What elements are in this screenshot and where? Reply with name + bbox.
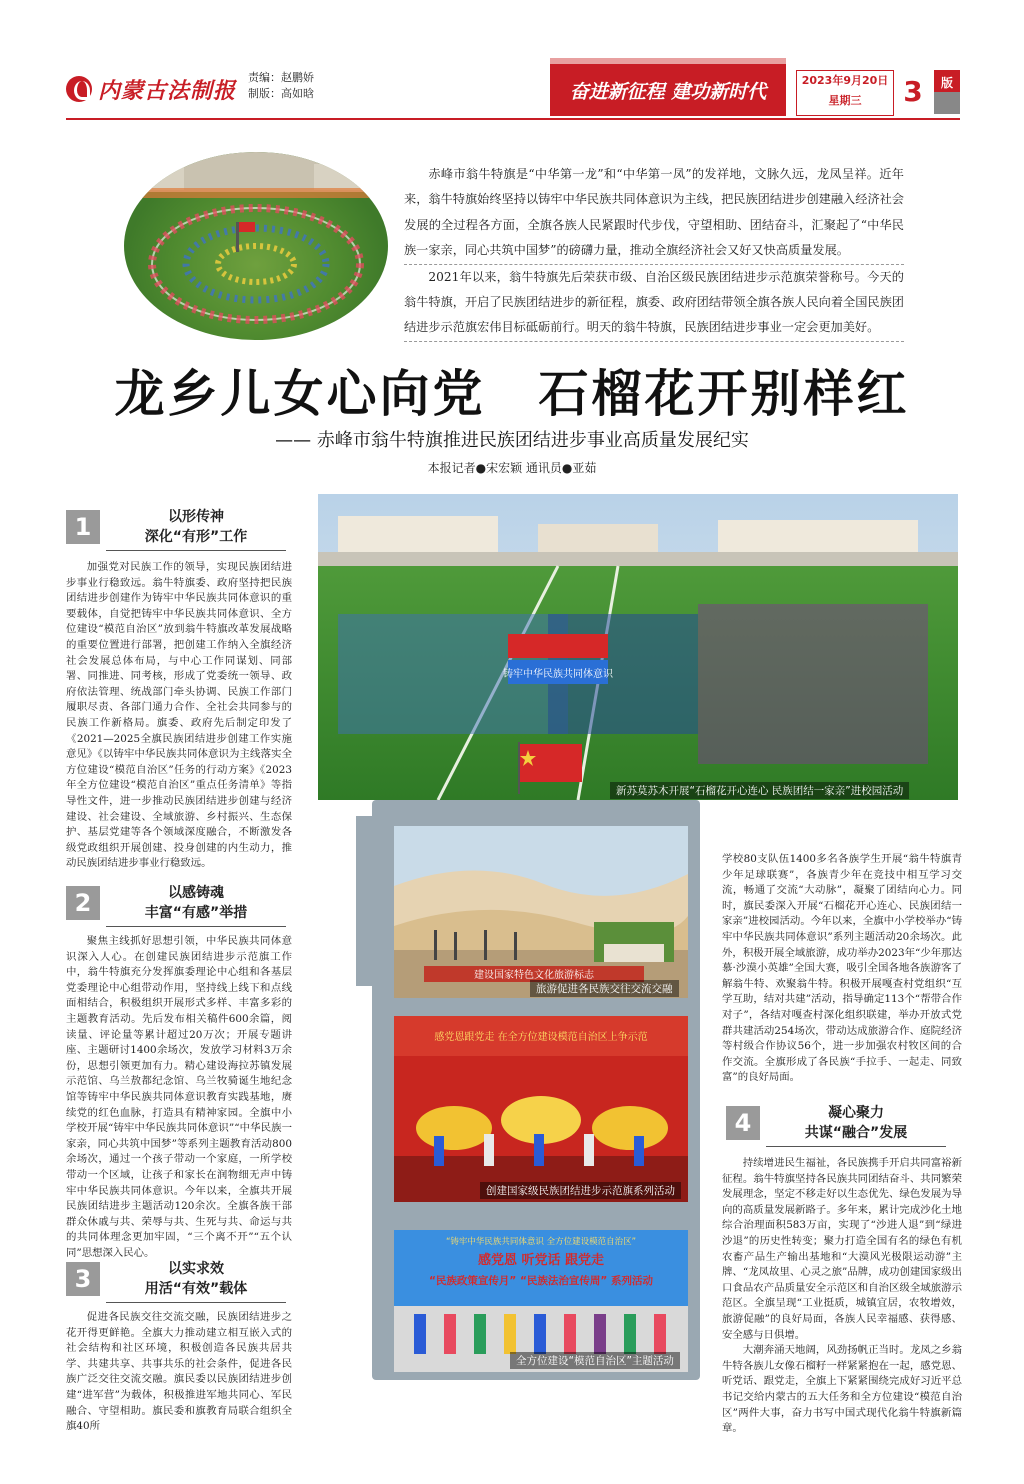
page-label: 版 xyxy=(934,70,960,114)
body-paragraph: 持续增进民生福祉，各民族携手开启共同富裕新征程。翁牛特旗坚持各民族共同团结奋斗、共同繁荣发展理念，坚定不移走好以生态优先、绿色发展为导向的高质量发展新路子。多年来，累计完成沙化土地综合治理面积583万亩，实现了“沙进人退”到“绿进沙退”的历史性转变；聚力打造全国有名的绿色有机农畜产品生产输出基地和“大漠风光极限运动游”主牌、“龙凤故里、心灵之旅”品牌，成功创建国家级出口食品农产品质量安全示范区和自治区级全域旅游示范区。全旗呈现“工业挺质，城镇宜居，农牧增效，旅游促融”的良好局面，各族人民幸福感、获得感、安全感与日俱增。 xyxy=(722,1157,962,1341)
body-paragraph: 加强党对民族工作的领导，实现民族团结进步事业行稳致远。翁牛特旗委、政府坚持把民族团结进步创建作为铸牢中华民族共同体意识的重要载体，自觉把铸牢中华民族共同体意识、全方位建设“模范自治区”放到翁牛特旗改革发展战略的重要位置进行部署，把创建工作纳入全旗经济社会发展总体布局，与中心工作同谋划、同部署、同推进、同考核，形成了党委统一领导、政府依法管理、统战部门牵头协调、民族工作部门履职尽责、各部门通力合作、全社会共同参与的民族工作新格局。旗委、政府先后制定印发了《2021—2025全旗民族团结进步创建工作实施意见》《以铸牢中华民族共同体意识为主线落实全方位建设“模范自治区”任务的行动方案》《2023年全方位建设“模范自治区”重点任务清单》等指导性文件，进一步推动民族团结进步创建与经济建设、社会建设、全域旅游、乡村振兴、生态保护、基层党建等各个领域深度融合，不断激发各级党政组织开展创建、投身创建的内生动力，推动民族团结进步事业行稳致远。 xyxy=(66,561,292,870)
date-box xyxy=(796,70,894,116)
byline: 本报记者●宋宏颖 通讯员●亚茹 xyxy=(427,461,597,475)
section-number: 3 xyxy=(66,1262,100,1296)
section-subtitle: 丰富“有感”举措 xyxy=(144,905,248,921)
logo-text: 内蒙古法制报 xyxy=(98,77,237,104)
producer-label: 制版：高如晗 xyxy=(248,87,314,100)
section-subtitle: 用活“有效”载体 xyxy=(144,1281,248,1297)
circle-formation-photo xyxy=(124,152,388,340)
issue-weekday: 星期三 xyxy=(828,94,862,107)
section-number: 1 xyxy=(66,510,100,544)
body-paragraph: 促进各民族交往交流交融，民族团结进步之花开得更鲜艳。全旗大力推动建立相互嵌入式的社会结构和社区环境，积极创造各民族共居共学、共建共享、共事共乐的社会条件，促进各民族广泛交往交流交融。旗民委以民族团结进步创建“进军营”为载体，积极推进军地共同心、军民融合、守望相助。旗民委和旗教育局联合组织全旗40所 xyxy=(66,1311,292,1433)
section-1-head xyxy=(66,510,306,564)
newspaper-logo xyxy=(66,72,236,106)
event-photo xyxy=(394,1230,688,1372)
stage-photo xyxy=(394,1016,688,1202)
body-paragraph: 学校80支队伍1400多名各族学生开展“翁牛特旗青少年足球联赛”，各族青少年在竞技中相互学习交流，畅通了交流“大动脉”，凝聚了团结向心力。同时，旗民委深入开展“石榴花开心连心、民族团结一家亲”进校园活动。今年以来，全旗中小学校举办“铸牢中华民族共同体意识”系列主题活动20余场次。此外，积极开展全域旅游，成功举办2023年“少年那达慕·沙漠小英雄”全国大赛，吸引全国各地各族游客了解翁牛特、欢聚翁牛特。积极开展嘎查村党组织“互学互助，结对共建”活动，指导确定113个“帮带合作对子”，各结对嘎查村深化组织联建，举办开放式党群共建活动254场次，带动达成旅游合作、庭院经济等村级合作协议56个，进一步加强农村牧区间的合作交流。全旗形成了各民族“手拉手、一起走、同致富”的良好局面。 xyxy=(722,853,962,1084)
body-paragraph: 大潮奔涌天地阔，风劲扬帆正当时。龙凤之乡翁牛特各族儿女像石榴籽一样紧紧抱在一起，感党恩、听党话、跟党走，全旗上下紧紧围绕完成好习近平总书记交给内蒙古的五大任务和全方位建设“模范自治区”两件大事，奋力书写中国式现代化翁牛特旗新篇章。 xyxy=(722,1344,962,1435)
section-3-head xyxy=(66,1262,306,1316)
page-label-shade xyxy=(934,92,960,114)
logo-icon xyxy=(66,76,92,102)
body-paragraph: 聚焦主线抓好思想引领，中华民族共同体意识深入人心。在创建民族团结进步示范旗工作中，翁牛特旗充分发挥旗委理论中心组和各基层党委理论中心组带动作用，坚持线上线下和点线面相结合，积极组织开展形式多样、丰富多彩的主题教育活动。先后发布相关稿件600余篇，阅读量、评论量等累计超过20万次；开展专题讲座、主题研讨1400余场次，发放学习材料3万余份，思想引领更加有力。精心建设海拉苏镇发展示范馆、乌兰敖都纪念馆、乌兰牧骑诞生地纪念馆等铸牢中华民族共同体意识教育实践基地，赓续党的红色血脉，打造具有精神家园。全旗中小学校开展“铸牢中华民族共同体意识”“中华民族一家亲，同心共筑中国梦”等系列主题教育活动800余场次，通过一个孩子带动一个家庭，一所学校带动一个区域，让孩子和家长在润物细无声中铸牢中华民族共同体意识。今年以来，全旗共开展民族团结进步主题活动120余次。全旗各族干部群众休戚与共、荣辱与共、生死与共、命运与共的共同体理念更加牢固，“三个离不开”“五个认同”思想深入民心。 xyxy=(66,935,292,1259)
event-banner-mid: 感党恩 听党话 跟党走 xyxy=(477,1253,605,1268)
section-rule xyxy=(106,1302,286,1303)
section-title: 凝心聚力 xyxy=(828,1105,884,1121)
section-4-head xyxy=(726,1106,966,1160)
section-title: 以实求效 xyxy=(168,1261,224,1277)
intro-paragraph: 赤峰市翁牛特旗是“中华第一龙”和“中华第一凤”的发祥地，文脉久远，龙凤呈祥。近年来，翁牛特旗始终坚持以铸牢中华民族共同体意识为主线，把民族团结进步创建融入经济社会发展的全过程各方面，全旗各族人民紧跟时代步伐，守望相助、团结奋斗，汇聚起了“中华民族一家亲，同心共筑中国梦”的磅礴力量，推动全旗经济社会又好又快高质量发展。 xyxy=(404,162,904,265)
stage-photo-caption: 创建国家级民族团结进步示范旗系列活动 xyxy=(480,1182,681,1199)
section-4-body xyxy=(722,1156,962,1437)
stage-illustration xyxy=(394,1016,688,1202)
section-number: 4 xyxy=(726,1106,760,1140)
section-subtitle: 共谋“融合”发展 xyxy=(804,1125,908,1141)
editor-label: 责编：赵鹏娇 xyxy=(248,71,314,84)
school-event-illustration xyxy=(318,494,958,800)
event-banner-bottom: “民族政策宣传月” “民族法治宣传周” 系列活动 xyxy=(429,1275,653,1287)
column-3-continuation xyxy=(722,852,962,1086)
intro-paragraph: 2021年以来，翁牛特旗先后荣获市级、自治区级民族团结进步示范旗荣誉称号。今天的翁牛特旗，开启了民族团结进步的新征程，旗委、政府团结带领全旗各族人民向着全国民族团结进步示范旗宏伟目标砥砺前行。明天的翁牛特旗，民族团结进步事业一定会更加美好。 xyxy=(404,265,904,342)
page-number: 3 xyxy=(903,75,923,108)
desert-photo xyxy=(394,826,688,998)
section-title: 以形传神 xyxy=(168,509,224,525)
page-subheadline: —— 赤峰市翁牛特旗推进民族团结进步事业高质量发展纪实 xyxy=(275,430,749,451)
page-headline: 龙乡儿女心向党 石榴花开别样红 xyxy=(114,364,910,423)
intro-lead xyxy=(404,162,904,342)
section-number: 2 xyxy=(66,886,100,920)
editor-credits xyxy=(248,70,314,102)
event-photo-caption: 全方位建设“模范自治区”主题活动 xyxy=(510,1352,680,1369)
section-subtitle: 深化“有形”工作 xyxy=(144,529,248,545)
main-photo-caption: 新苏莫苏木开展“石榴花开心连心 民族团结一家亲”进校园活动 xyxy=(610,782,909,799)
event-illustration xyxy=(394,1230,688,1372)
desert-sign: 建设国家特色文化旅游标志 xyxy=(474,970,594,981)
circle-formation-illustration xyxy=(124,152,388,340)
section-rule xyxy=(106,550,286,551)
desert-photo-caption: 旅游促进各民族交往交流交融 xyxy=(530,980,679,997)
section-1-body xyxy=(66,560,292,872)
photo-stack-frame-edge xyxy=(356,816,372,986)
section-2-body xyxy=(66,934,292,1261)
stage-banner: 感党恩跟党走 在全方位建设模范自治区上争示范 xyxy=(434,1032,648,1043)
main-photo-banner: 铸牢中华民族共同体意识 xyxy=(503,669,613,680)
header-rule xyxy=(66,118,960,120)
section-banner: 奋进新征程 建功新时代 xyxy=(550,64,786,116)
section-2-head xyxy=(66,886,306,940)
section-rule xyxy=(106,926,286,927)
section-title: 以感铸魂 xyxy=(168,885,224,901)
main-photo xyxy=(318,494,958,800)
section-3-body xyxy=(66,1310,292,1435)
event-banner-top: “铸牢中华民族共同体意识 全方位建设模范自治区” xyxy=(445,1237,637,1247)
issue-date: 2023年9月20日 xyxy=(801,74,889,87)
desert-illustration xyxy=(394,826,688,998)
section-rule xyxy=(766,1146,946,1147)
